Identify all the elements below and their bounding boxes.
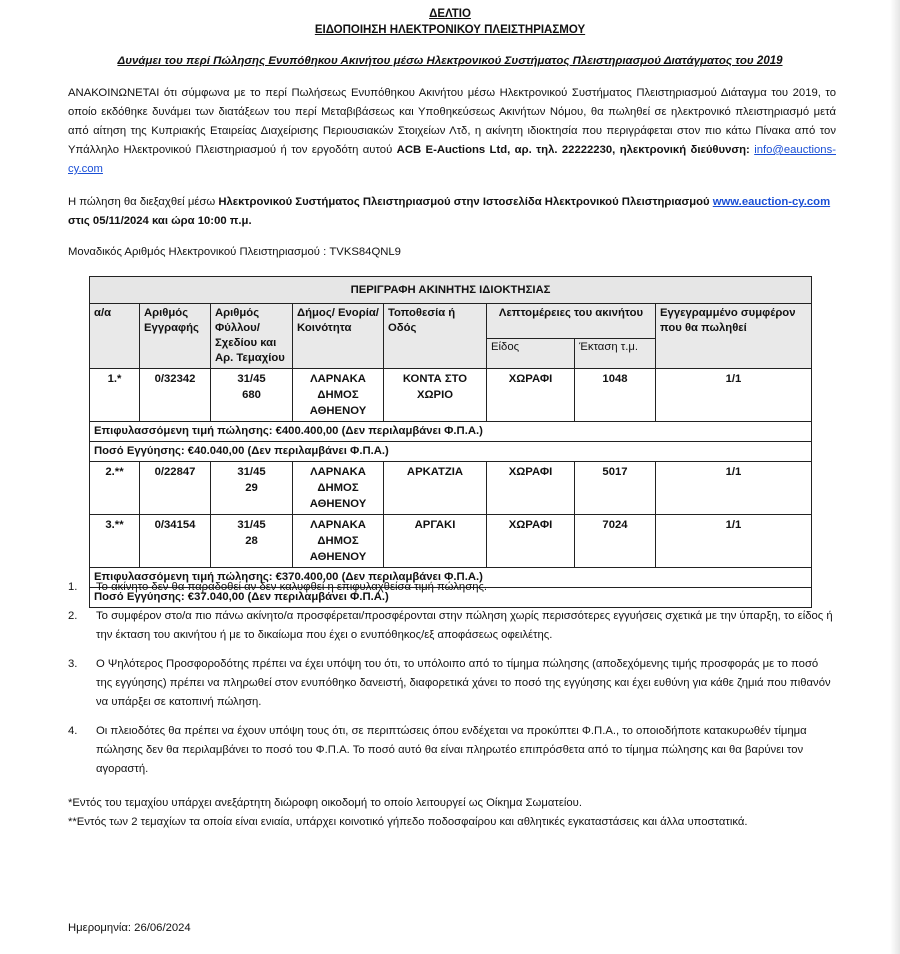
cell-type: ΧΩΡΑΦΙ <box>487 369 575 422</box>
cell-municipality <box>293 369 384 422</box>
reserve-price: Επιφυλασσόμενη τιμή πώλησης: €400.400,00 (Δεν περιλαμβάνει Φ.Π.Α.) <box>90 422 812 442</box>
cell-type: ΧΩΡΑΦΙ <box>487 462 575 515</box>
cell-registration: 0/22847 <box>140 462 211 515</box>
cell-location: ΑΡΓΑΚΙ <box>384 515 487 568</box>
table-row <box>90 515 812 568</box>
header-municipality: Δήμος/ Ενορία/ Κοινότητα <box>293 304 384 369</box>
cell-registration: 0/32342 <box>140 369 211 422</box>
header-area: Έκταση τ.μ. <box>575 339 656 369</box>
page-edge-shadow <box>890 0 900 954</box>
sale-system: Ηλεκτρονικού Συστήματος Πλειστηριασμού στην Ιστοσελίδα Ηλεκτρονικού Πλειστηριασμού <box>218 196 710 208</box>
reserve-price: Επιφυλασσόμενη τιμή πώλησης: €370.400,00 (Δεν περιλαμβάνει Φ.Π.Α.) <box>90 568 812 588</box>
cell-aa: 3.** <box>90 515 140 568</box>
cell-location: ΑΡΚΑΤΖΙΑ <box>384 462 487 515</box>
document-title: ΔΕΛΤΙΟ <box>429 8 471 20</box>
municipality: ΔΗΜΟΣ ΑΘΗΕΝΟΥ <box>309 535 367 563</box>
header-location: Τοποθεσία ή Οδός <box>384 304 487 369</box>
document-date: Ημερομηνία: 26/06/2024 <box>68 922 191 934</box>
auctioneer-company: ACB E-Auctions Ltd, αρ. τηλ. 22222230, ηλεκτρονική διεύθυνση: <box>396 144 750 156</box>
cell-aa: 1.* <box>90 369 140 422</box>
header-type: Είδος <box>487 339 575 369</box>
document-subtitle: ΕΙΔΟΠΟΙΗΣΗ ΗΛΕΚΤΡΟΝΙΚΟΥ ΠΛΕΙΣΤΗΡΙΑΣΜΟΥ <box>314 24 586 36</box>
cell-area: 1048 <box>575 369 656 422</box>
law-reference: Δυνάμει του περί Πώλησης Ενυπόθηκου Ακινήτου μέσω Ηλεκτρονικού Συστήματος Πλειστηριασμού Διατάγματος του 2019 <box>117 55 783 67</box>
item-text: Το ακίνητο δεν θα παραδοθεί αν δεν καλυφθεί η επιφυλαχθείσα τιμή πώλησης. <box>96 581 488 593</box>
cell-aa: 2.** <box>90 462 140 515</box>
item-number: 3. <box>68 658 78 670</box>
district: ΛΑΡΝΑΚΑ <box>310 519 366 531</box>
cell-type: ΧΩΡΑΦΙ <box>487 515 575 568</box>
location-line1: ΚΟΝΤΑ ΣΤΟ <box>402 373 468 385</box>
auction-id: Μοναδικός Αριθμός Ηλεκτρονικού Πλειστηριασμού : TVKS84QNL9 <box>68 246 401 258</box>
intro-paragraph <box>68 84 836 179</box>
item-text: Ο Ψηλότερος Προσφοροδότης πρέπει να έχει υπόψη του ότι, το υπόλοιπο από το τίμημα πώλησης (αποδεχόμενης τιμής προσφοράς με το ποσό της εγγύησης) πρέπει να πληρωθεί στον ενυπόθηκο δανειστή, διαφορετικά χάνει το ποσό της εγγύησης και έχει ευθύνη για κάθε ζημιά που πιθανόν να υπάρξει σε κατοπινή πώληση. <box>96 658 831 708</box>
plot-number: 680 <box>242 389 261 401</box>
sheet-number: 31/45 <box>237 373 266 385</box>
cell-municipality <box>293 515 384 568</box>
header-registration: Αριθμός Εγγραφής <box>140 304 211 369</box>
item-number: 2. <box>68 610 78 622</box>
header-interest: Εγγεγραμμένο συμφέρον που θα πωληθεί <box>656 304 812 369</box>
district: ΛΑΡΝΑΚΑ <box>310 373 366 385</box>
sale-prefix: Η πώληση θα διεξαχθεί μέσω <box>68 196 219 208</box>
footnote-2: **Εντός των 2 τεμαχίων τα οποία είναι ενιαία, υπάρχει κοινοτικό γήπεδο ποδοσφαίρου και αθλητικές εγκαταστάσεις και άλλα υποστατικά. <box>68 816 748 828</box>
sheet-number: 31/45 <box>237 466 266 478</box>
guarantee-row <box>90 442 812 462</box>
municipality: ΔΗΜΟΣ ΑΘΗΕΝΟΥ <box>309 389 367 417</box>
auction-website-link[interactable]: www.eauction-cy.com <box>712 196 831 208</box>
header-details: Λεπτομέρειες του ακινήτου <box>487 304 656 339</box>
cell-interest: 1/1 <box>656 369 812 422</box>
item-text: Το συμφέρον στο/α πιο πάνω ακίνητο/α προσφέρεται/προσφέρονται στην πώληση χωρίς περισσότερες εγγυήσεις σχετικά με την ύπαρξη, το είδος ή την έκταση του ακινήτου ή με το δικαίωμα που έχει ο ενυπόθηκος/εξ αποφάσεως οφειλέτης. <box>96 610 833 641</box>
plot-number: 29 <box>245 482 258 494</box>
cell-municipality <box>293 462 384 515</box>
cell-area: 5017 <box>575 462 656 515</box>
property-table <box>89 276 812 608</box>
footnote-1: *Εντός του τεμαχίου υπάρχει ανεξάρτητη διώροφη οικοδομή το οποίο λειτουργεί ως Οίκημα Σωματείου. <box>68 797 583 809</box>
guarantee-amount: Ποσό Εγγύησης: €40.040,00 (Δεν περιλαμβάνει Φ.Π.Α.) <box>90 442 812 462</box>
cell-sheet <box>211 462 293 515</box>
sale-datetime: στις 05/11/2024 και ώρα 10:00 π.μ. <box>68 215 252 227</box>
header-sheet: Αριθμός Φύλλου/ Σχεδίου και Αρ. Τεμαχίου <box>211 304 293 369</box>
list-item <box>68 655 836 712</box>
terms-list <box>68 578 836 789</box>
email-link[interactable]: info@eauctions-cy.com <box>68 144 836 175</box>
sale-paragraph <box>68 193 836 231</box>
item-text: Οι πλειοδότες θα πρέπει να έχουν υπόψη τους ότι, σε περιπτώσεις όπου ενδέχεται να προκύπτει Φ.Π.Α., το οποιοδήποτε κατακυρωθέν τίμημα πώλησης δεν θα περιλαμβάνει το ποσό του Φ.Π.Α. Το ποσό αυτό θα είναι πληρωτέο επιπρόσθετα από το τίμημα πώλησης και θα βαρύνει τον αγοραστή. <box>96 725 807 775</box>
list-item <box>68 607 836 645</box>
cell-interest: 1/1 <box>656 462 812 515</box>
district: ΛΑΡΝΑΚΑ <box>310 466 366 478</box>
list-item <box>68 722 836 779</box>
intro-text: ΑΝΑΚΟΙΝΩΝΕΤΑΙ ότι σύμφωνα με το περί Πωλήσεως Ενυπόθηκου Ακινήτου μέσω Ηλεκτρονικού Συστήματος Πλειστηριασμού Διάταγμα του 2019, το οποίο εκδόθηκε δυνάμει των διατάξεων του περί Μεταβιβάσεως και Υποθηκεύσεως Ακινήτων Νόμου, θα πωληθεί σε ηλεκτρονικό πλειστηριασμό μετά από αίτηση της Κυπριακής Εταιρείας Διαχείρισης Περιουσιακών Στοιχείων Λτδ, η ακίνητη ιδιοκτησία που περιγράφεται στον πιο κάτω Πίνακα από τον Υπάλληλο Ηλεκτρονικού Πλειστηριασμού ή τον εργοδότη αυτού <box>68 87 836 156</box>
sheet-number: 31/45 <box>237 519 266 531</box>
header-aa: α/α <box>90 304 140 369</box>
cell-sheet <box>211 515 293 568</box>
item-number: 4. <box>68 725 78 737</box>
location-line2: ΧΩΡΙΟ <box>416 389 454 401</box>
reserve-price-row <box>90 422 812 442</box>
cell-area: 7024 <box>575 515 656 568</box>
plot-number: 28 <box>245 535 258 547</box>
item-number: 1. <box>68 581 78 593</box>
cell-registration: 0/34154 <box>140 515 211 568</box>
cell-location <box>384 369 487 422</box>
guarantee-amount: Ποσό Εγγύησης: €37.040,00 (Δεν περιλαμβάνει Φ.Π.Α.) <box>90 588 812 608</box>
table-title: ΠΕΡΙΓΡΑΦΗ ΑΚΙΝΗΤΗΣ ΙΔΙΟΚΤΗΣΙΑΣ <box>90 277 812 304</box>
table-row <box>90 369 812 422</box>
cell-sheet <box>211 369 293 422</box>
cell-interest: 1/1 <box>656 515 812 568</box>
table-row <box>90 462 812 515</box>
list-item <box>68 578 836 597</box>
municipality: ΔΗΜΟΣ ΑΘΗΕΝΟΥ <box>309 482 367 510</box>
